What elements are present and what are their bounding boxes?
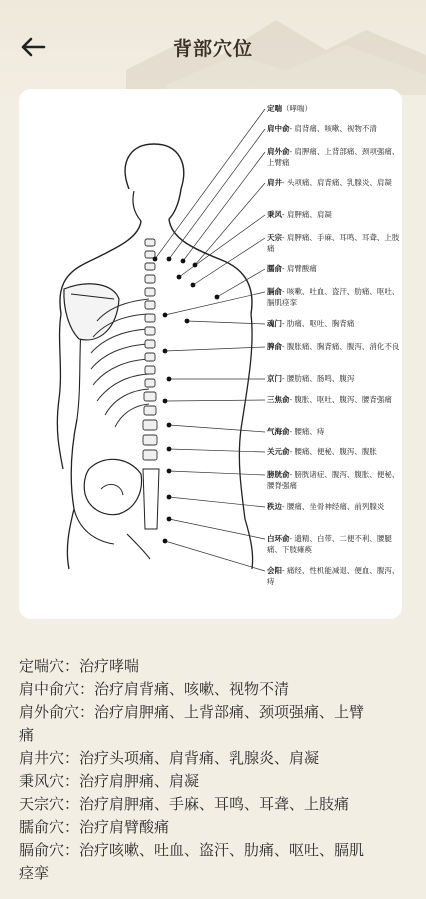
leader-line [165,541,265,571]
leader-line [169,497,265,507]
acupoint-dot [167,495,172,500]
acupoint-dot [167,517,172,522]
acupoint-indication: - 腰痛、痔 [289,427,325,436]
description-line: 膈俞穴：治疗咳嗽、吐血、盗汗、肋痛、呕吐、膈肌 [19,841,365,859]
acupoint-indication: - 腹胀痛、胸背痛、腹泻、消化不良 [282,342,400,351]
acupoint-name: 秉风 [267,210,282,219]
leader-line [165,292,265,315]
description-line: 肩井穴：治疗头项痛、肩背痛、乳腺炎、肩凝 [19,749,320,767]
acupoint-label [267,394,402,405]
acupoint-indication: - 肩胛痛、肩凝 [282,210,332,219]
header [0,0,426,95]
acupoint-dot [163,313,168,318]
acupoint-indication: - 腰痛、坐骨神经痛、前列腺炎 [282,502,385,511]
acupoint-label [267,232,402,254]
acupoint-label [267,209,402,220]
acupoint-indication: - 腹胀、呕吐、腹泻、腰背强痛 [289,395,392,404]
description-line: 天宗穴：治疗肩胛痛、手麻、耳鸣、耳聋、上肢痛 [19,795,350,813]
acupoint-name: 臑俞 [267,264,282,273]
leader-line [193,238,265,285]
acupoint-label [267,123,402,134]
acupoint-name: 天宗 [267,233,282,242]
acupoint-label [267,263,402,274]
leader-line [155,109,265,259]
acupoint-name: 会阳 [267,566,282,575]
acupoint-dot [181,259,186,264]
acupoint-label [267,501,402,512]
acupoint-dot [167,377,172,382]
acupoint-indication: - 肩背痛、咳嗽、视物不清 [289,124,377,133]
acupoint-name: 肩外俞 [267,147,290,156]
acupoint-indication: - 肩胛痛、手麻、耳鸣、耳聋、上肢痛 [267,233,400,253]
acupoint-indication: - 遗精、白带、二便不利、腰腿痛、下肢瘫痪 [267,534,392,554]
acupoint-figure [19,89,402,619]
acupoint-indication: - 腰痛、便秘、腹泻、腹胀 [289,447,377,456]
leader-line [169,471,265,475]
leader-line [195,183,265,265]
acupoint-name: 秩边 [267,502,282,511]
leader-line [169,425,265,432]
acupoint-dot [163,399,168,404]
acupoint-name: 膈俞 [267,287,282,296]
acupoint-name: 膀胱俞 [267,470,290,479]
acupoint-indication: - 头项痛、肩背痛、乳腺炎、肩凝 [282,178,392,187]
acupoint-indication: （哮喘） [282,104,312,113]
description-text [19,655,411,885]
acupoint-label [267,103,402,114]
acupoint-label [267,286,402,308]
acupoint-dot [167,469,172,474]
description-line: 定喘穴：治疗哮喘 [19,657,140,675]
acupoint-name: 肩井 [267,178,282,187]
page-title: 背部穴位 [172,38,253,60]
description-line: 痛 [19,726,35,744]
acupoint-indication: - 肩胛痛、上背部痛、颈项强痛、上臂痛 [267,147,400,167]
acupoint-indication: - 咳嗽、吐血、盗汗、肋痛、呕吐、膈肌痉挛 [267,287,400,307]
description-line: 秉风穴：治疗肩胛痛、肩凝 [19,772,200,790]
description-line: 痉挛 [19,864,50,882]
acupoint-dot [215,295,220,300]
acupoint-dot [185,319,190,324]
acupoint-name: 三焦俞 [267,395,290,404]
acupoint-label [267,426,402,437]
acupoint-dot [177,275,182,280]
acupoint-indication: - 肋痛、呕吐、胸背痛 [282,319,355,328]
acupoint-dot [163,539,168,544]
acupoint-dot [191,283,196,288]
leader-line [165,347,265,351]
acupoint-dot [167,447,172,452]
acupoint-label [267,565,402,587]
acupoint-name: 气海俞 [267,427,290,436]
leader-line [169,519,265,539]
acupoint-label [267,341,402,352]
acupoint-indication: - 痛经、性机能减退、便血、腹泻、痔 [267,566,400,586]
acupoint-label [267,469,402,491]
acupoint-dot [153,257,158,262]
description-line: 臑俞穴：治疗肩臂酸痛 [19,818,170,836]
acupoint-indication: - 腰肋痛、肠鸣、腹泻 [282,374,355,383]
acupoint-dot [163,349,168,354]
leader-line [187,321,265,324]
acupoint-dot [193,263,198,268]
acupoint-label [267,177,402,188]
acupoint-label [267,446,402,457]
acupoint-name: 白环俞 [267,534,290,543]
acupoint-name: 肩中俞 [267,124,290,133]
acupoint-indication: - 肩臂酸痛 [282,264,317,273]
acupoint-label [267,533,402,555]
acupoint-name: 关元俞 [267,447,290,456]
acupoint-dot [167,423,172,428]
description-line: 肩中俞穴：治疗肩背痛、咳嗽、视物不清 [19,680,290,698]
leader-line [165,400,265,401]
acupoint-label [267,318,402,329]
acupoint-name: 脾俞 [267,342,282,351]
acupoint-name: 定喘 [267,104,282,113]
description-line: 肩外俞穴：治疗肩胛痛、上背部痛、颈项强痛、上臂 [19,703,365,721]
acupoint-label [267,373,402,384]
acupoint-name: 京门 [267,374,282,383]
acupoint-dot [167,257,172,262]
acupoint-indication: - 膀胱诸症、腹泻、腹胀、便秘、腰脊强痛 [267,470,400,490]
leader-line [169,449,265,452]
acupoint-name: 魂门 [267,319,282,328]
acupoint-label [267,146,402,168]
